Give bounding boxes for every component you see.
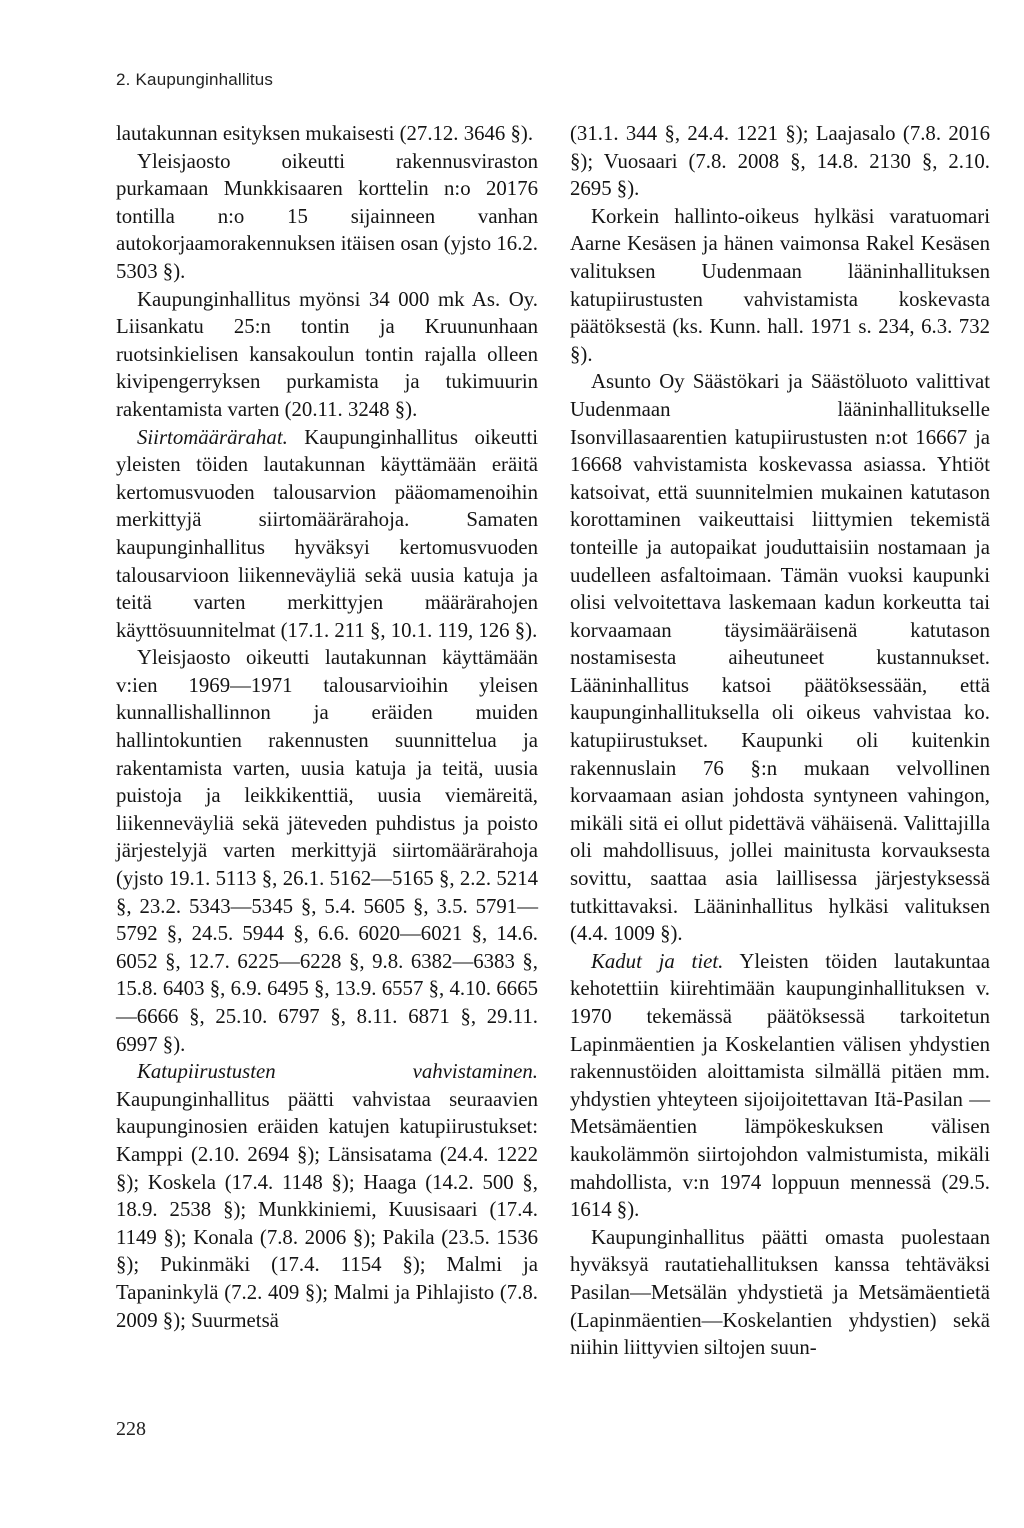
paragraph-railway-roads: Kaupunginhallitus päätti omasta puolestaan hyväksyä rautatiehallituksen kanssa tehtäväksi Pasilan—Metsälän yhdystietä ja Metsämäentietä (Lapinmäentien—Koskelantien yhdystien) sekä niihin liittyvien siltojen suun- <box>570 1225 990 1360</box>
paragraph-budget-usage: Yleisjaosto oikeutti lautakunnan käyttämään v:ien 1969—1971 talousarvioihin yleisen kunnallishallinnon ja eräiden muiden hallintokuntien rakennusten suunnittelua ja rakentamista varten, uusia katuja ja teitä, uusia puistoja ja leikkikenttiä, uusia viemäreitä, liikenneväyliä sekä jäteveden puhdistus ja poisto järjestelyjä varten merkittyjä siirtomäärärahoja (yjsto 19.1. 5113 §, 26.1. 5162—5165 §, 2.2. 5214 §, 23.2. 5343—5345 §, 5.4. 5605 §, 3.5. 5791—5792 §, 24.5. 5944 §, 6.6. 6020—6021 §, 14.6. 6052 §, 12.7. 6225—6228 §, 9.8. 6382—6383 §, 15.8. 6403 §, 6.9. 6495 §, 13.9. 6557 §, 4.10. 6665—6666 §, 25.10. 6797 §, 8.11. 6871 §, 29.11. 6997 §). <box>116 646 538 1056</box>
right-column <box>570 120 990 1362</box>
paragraph-street-plans <box>116 1058 538 1334</box>
paragraph-continuation: lautakunnan esityksen mukaisesti (27.12. 3646 §). <box>116 122 534 145</box>
paragraph-streets-and-roads <box>570 948 990 1224</box>
paragraph-demolition: Yleisjaosto oikeutti rakennusviraston purkamaan Munkkisaaren korttelin n:o 20176 tontilla n:o 15 sijainneen vanhan autokorjaamorakennuksen itäisen osan (yjsto 16.2. 5303 §). <box>116 149 538 283</box>
page-number: 228 <box>116 1418 146 1440</box>
paragraph-supreme-court: Korkein hallinto-oikeus hylkäsi varatuomari Aarne Kesäsen ja hänen vaimonsa Rakel Kesäsen valituksen Uudenmaan lääninhallituksen katupiirustusten vahvistamista koskevasta päätöksestä (ks. Kunn. hall. 1971 s. 234, 6.3. 732 §). <box>570 204 990 366</box>
paragraph-housing-appeal: Asunto Oy Säästökari ja Säästöluoto valittivat Uudenmaan lääninhallitukselle Isonvillasaarentien katupiirustusten n:ot 16667 ja 16668 vahvistamista koskevassa asiassa. Yhtiöt katsoivat, että suunnitelmien mukainen katutason korottaminen vaikeuttaisi liittymien tekemistä tonteille ja autopaikat jouduttaisiin nostamaan ja uudelleen asfaltoimaan. Tämän vuoksi kaupunki olisi velvoitettava laskemaan kadun korkeutta tai korvaamaan täysimääräisenä katutason nostamisesta aiheutuneet kustannukset. Lääninhallitus katsoi päätöksessään, että kaupunginhallituksella oli oikeus vahvistaa ko. katupiirustukset. Kaupunki oli kuitenkin rakennuslain 76 §:n mukaan velvollinen korvaamaan asian johdosta syntyneen vahingon, mikäli sitä ei ollut pidettävä vähäisenä. Valittajilla oli mahdollisuus, jollei mainitusta korvauksesta sovittu, saattaa asia laillisessa järjestyksessä tutkittavaksi. Lääninhallitus hylkäsi valituksen (4.4. 1009 §). <box>570 370 990 946</box>
section-heading-streets-and-roads: Kadut ja tiet. <box>591 949 724 973</box>
section-heading-street-plans: Katupiirustusten vahvistaminen. <box>137 1060 538 1084</box>
section-heading-transfer-appropriations: Siirtomäärärahat. <box>137 425 288 449</box>
left-column <box>116 120 538 1334</box>
paragraph-text: Kaupunginhallitus päätti vahvistaa seuraavien kaupunginosien eräiden katujen katupiirustukset: Kamppi (2.10. 2694 §); Länsisatama (24.4. 1222 §); Koskela (17.4. 1148 §); Haaga (14.2. 500 §, 18.9. 2538 §); Munkkiniemi, Kuusisaari (17.4. 1149 §); Konala (7.8. 2006 §); Pakila (23.5. 1536 §); Pukinmäki (17.4. 1154 §); Malmi ja Tapaninkylä (7.2. 409 §); Malmi ja Pihlajisto (7.8. 2009 §); Suurmetsä <box>116 1087 538 1332</box>
paragraph-transfer-appropriations <box>116 424 538 645</box>
paragraph-text: Kaupunginhallitus oikeutti yleisten töiden lautakunnan käyttämään eräitä kertomusvuoden talousarvion pääomamenoihin merkittyjä siirtomäärärahoja. Samaten kaupunginhallitus hyväksyi kertomusvuoden talousarvioon liikenneväyliä sekä uusia katuja ja teitä varten merkittyjen määrärahojen käyttösuunnitelmat (17.1. 211 §, 10.1. 119, 126 §). <box>116 425 538 642</box>
paragraph-text: Yleisten töiden lautakuntaa kehotettiin kiirehtimään kaupunginhallituksen v. 1970 tekemässä päätöksessä tarkoitetun Lapinmäentien ja Koskelantien välisen yhdystien rakennustöiden aloittamista silmällä pitäen mm. yhdystien yhteyteen sijoijoitettavan Itä-Pasilan — Metsämäentien lämpökeskuksen välisen kaukolämmön siirtojohdon valmistumista, mikäli mahdollista, v:n 1974 loppuun mennessä (29.5. 1614 §). <box>570 949 990 1222</box>
running-header: 2. Kaupunginhallitus <box>116 70 274 89</box>
paragraph-retaining-wall: Kaupunginhallitus myönsi 34 000 mk As. Oy. Liisankatu 25:n tontin ja Kruununhaan ruotsinkielisen kansakoulun tontin rajalla olleen kivipengerryksen purkamista ja tukimuurin rakentamista varten (20.11. 3248 §). <box>116 287 538 421</box>
paragraph-continuation: (31.1. 344 §, 24.4. 1221 §); Laajasalo (7.8. 2016 §); Vuosaari (7.8. 2008 §, 14.8. 2130 §, 2.10. 2695 §). <box>570 122 990 201</box>
